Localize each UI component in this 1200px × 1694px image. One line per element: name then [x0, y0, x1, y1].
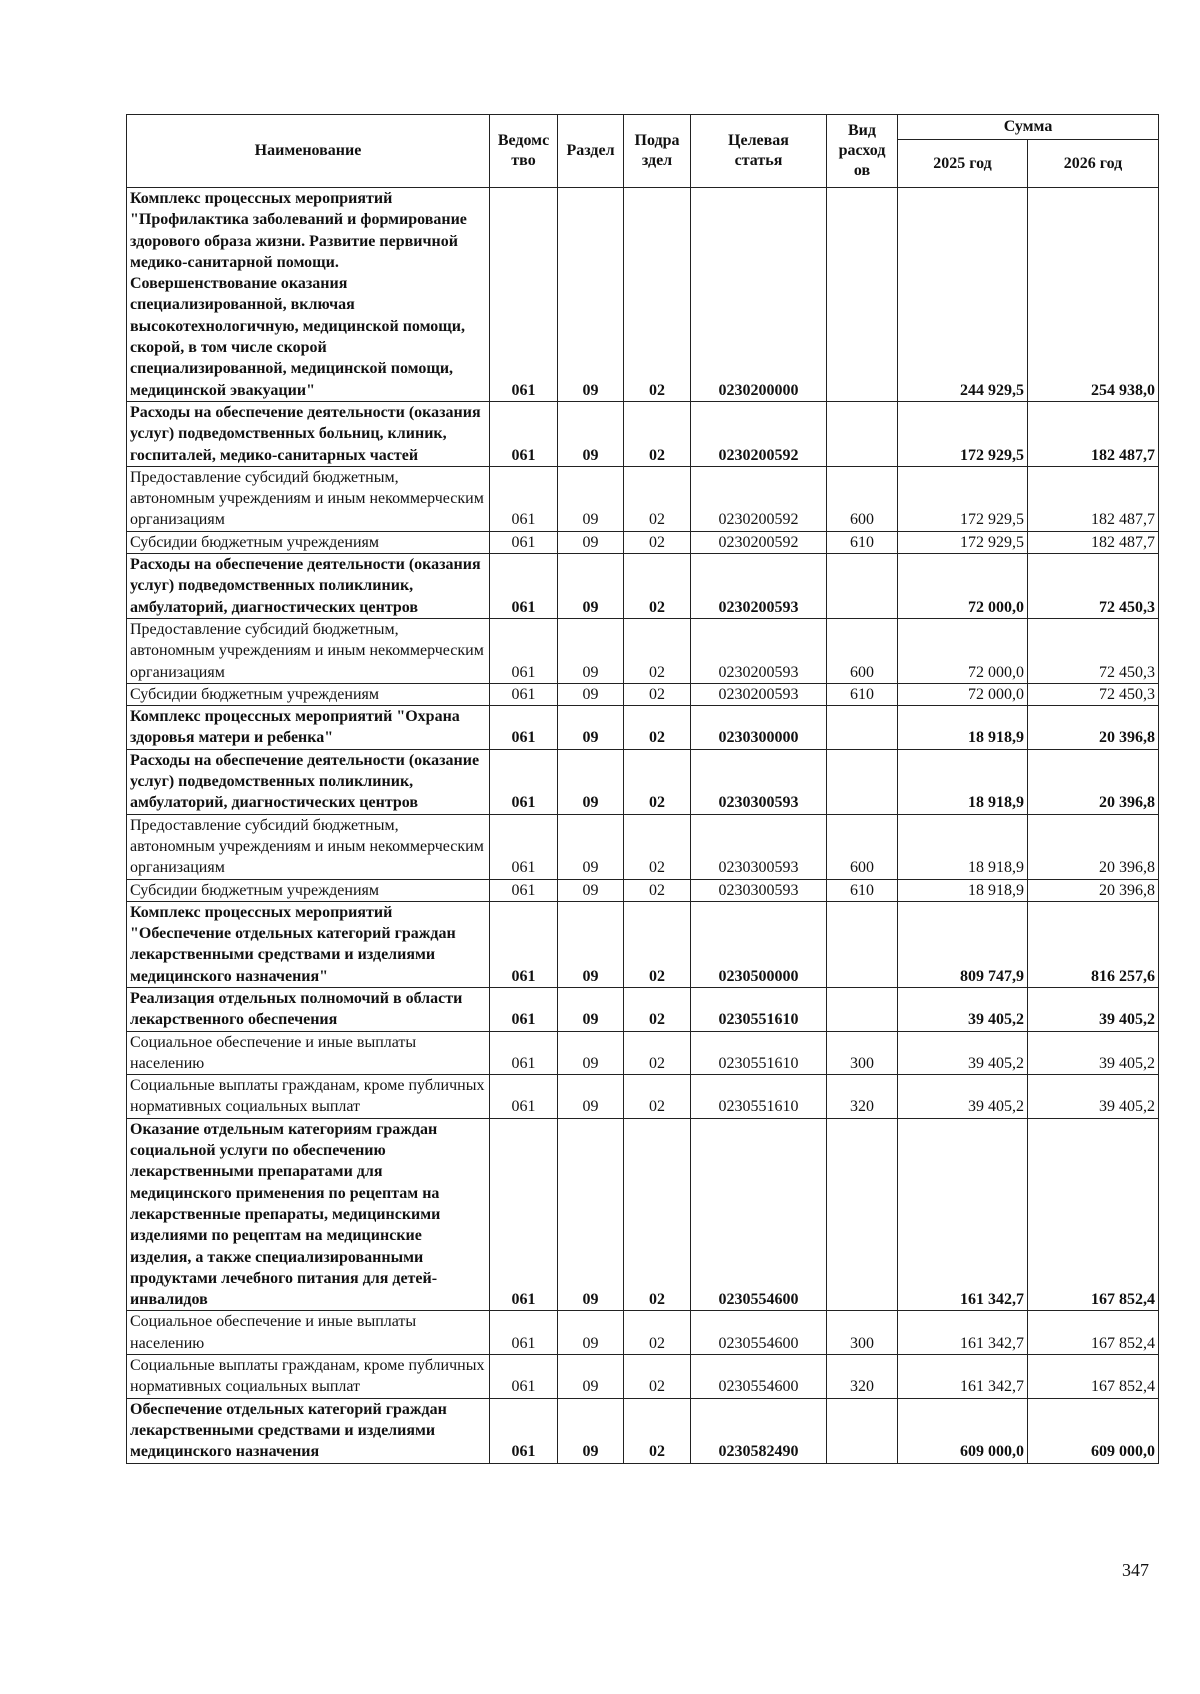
- cell-razdel: 09: [558, 466, 624, 531]
- cell-sum-2025: 161 342,7: [898, 1355, 1028, 1399]
- table-row: [127, 814, 1159, 879]
- cell-celevaya-statya: 0230200593: [691, 618, 827, 683]
- cell-sum-2026: 20 396,8: [1028, 706, 1159, 750]
- cell-sum-2025: 18 918,9: [898, 706, 1028, 750]
- cell-vid-rashodov: 300: [827, 1031, 898, 1075]
- cell-vid-rashodov: [827, 706, 898, 750]
- cell-sum-2026: 254 938,0: [1028, 188, 1159, 402]
- cell-vedomstvo: 061: [490, 814, 558, 879]
- cell-podrazdel: 02: [624, 1398, 691, 1463]
- cell-sum-2026: 72 450,3: [1028, 618, 1159, 683]
- table-row: [127, 1118, 1159, 1311]
- cell-razdel: 09: [558, 1398, 624, 1463]
- header-razdel: Раздел: [558, 115, 624, 188]
- table-row: [127, 618, 1159, 683]
- table-row: [127, 1075, 1159, 1119]
- cell-name: Социальные выплаты гражданам, кроме публичных нормативных социальных выплат: [127, 1075, 490, 1119]
- cell-sum-2025: 39 405,2: [898, 1075, 1028, 1119]
- cell-razdel: 09: [558, 618, 624, 683]
- cell-sum-2026: 182 487,7: [1028, 531, 1159, 553]
- cell-vedomstvo: 061: [490, 901, 558, 987]
- cell-sum-2026: 609 000,0: [1028, 1398, 1159, 1463]
- cell-podrazdel: 02: [624, 901, 691, 987]
- cell-razdel: 09: [558, 554, 624, 619]
- table-row: [127, 466, 1159, 531]
- cell-sum-2025: 172 929,5: [898, 401, 1028, 466]
- table-row: [127, 749, 1159, 814]
- cell-sum-2026: 182 487,7: [1028, 401, 1159, 466]
- cell-podrazdel: 02: [624, 1118, 691, 1311]
- cell-name: Социальное обеспечение и иные выплаты населению: [127, 1031, 490, 1075]
- cell-sum-2025: 72 000,0: [898, 618, 1028, 683]
- cell-podrazdel: 02: [624, 188, 691, 402]
- cell-sum-2025: 39 405,2: [898, 987, 1028, 1031]
- cell-sum-2025: 39 405,2: [898, 1031, 1028, 1075]
- cell-vedomstvo: 061: [490, 401, 558, 466]
- cell-podrazdel: 02: [624, 531, 691, 553]
- cell-celevaya-statya: 0230551610: [691, 1075, 827, 1119]
- cell-razdel: 09: [558, 188, 624, 402]
- cell-sum-2026: 167 852,4: [1028, 1118, 1159, 1311]
- cell-sum-2026: 20 396,8: [1028, 814, 1159, 879]
- cell-name: Обеспечение отдельных категорий граждан лекарственными средствами и изделиями медицинского назначения: [127, 1398, 490, 1463]
- cell-sum-2025: 609 000,0: [898, 1398, 1028, 1463]
- cell-razdel: 09: [558, 1075, 624, 1119]
- cell-vedomstvo: 061: [490, 188, 558, 402]
- cell-podrazdel: 02: [624, 618, 691, 683]
- cell-sum-2025: 172 929,5: [898, 531, 1028, 553]
- cell-podrazdel: 02: [624, 706, 691, 750]
- table-row: [127, 1355, 1159, 1399]
- cell-vedomstvo: 061: [490, 1355, 558, 1399]
- cell-celevaya-statya: 0230200593: [691, 554, 827, 619]
- cell-sum-2026: 167 852,4: [1028, 1311, 1159, 1355]
- cell-razdel: 09: [558, 987, 624, 1031]
- cell-celevaya-statya: 0230300593: [691, 879, 827, 901]
- cell-sum-2026: 816 257,6: [1028, 901, 1159, 987]
- cell-vid-rashodov: [827, 1118, 898, 1311]
- cell-vedomstvo: 061: [490, 1118, 558, 1311]
- table-header: [127, 115, 1159, 188]
- cell-sum-2026: 182 487,7: [1028, 466, 1159, 531]
- cell-sum-2026: 72 450,3: [1028, 683, 1159, 705]
- table-row: [127, 531, 1159, 553]
- cell-razdel: 09: [558, 901, 624, 987]
- cell-celevaya-statya: 0230554600: [691, 1311, 827, 1355]
- cell-vid-rashodov: [827, 987, 898, 1031]
- cell-vedomstvo: 061: [490, 618, 558, 683]
- table-row: [127, 683, 1159, 705]
- table-row: [127, 1311, 1159, 1355]
- cell-sum-2025: 161 342,7: [898, 1311, 1028, 1355]
- cell-celevaya-statya: 0230554600: [691, 1118, 827, 1311]
- cell-sum-2025: 161 342,7: [898, 1118, 1028, 1311]
- cell-vid-rashodov: [827, 1398, 898, 1463]
- cell-vedomstvo: 061: [490, 683, 558, 705]
- cell-podrazdel: 02: [624, 1355, 691, 1399]
- cell-vid-rashodov: 320: [827, 1075, 898, 1119]
- cell-vid-rashodov: 600: [827, 814, 898, 879]
- table-body: [127, 188, 1159, 1464]
- cell-name: Предоставление субсидий бюджетным, автономным учреждениям и иным некоммерческим организациям: [127, 466, 490, 531]
- table-row: [127, 706, 1159, 750]
- cell-podrazdel: 02: [624, 554, 691, 619]
- cell-sum-2026: 39 405,2: [1028, 1031, 1159, 1075]
- cell-vid-rashodov: [827, 554, 898, 619]
- cell-vedomstvo: 061: [490, 531, 558, 553]
- cell-razdel: 09: [558, 401, 624, 466]
- cell-celevaya-statya: 0230300593: [691, 814, 827, 879]
- cell-sum-2026: 39 405,2: [1028, 1075, 1159, 1119]
- cell-razdel: 09: [558, 1355, 624, 1399]
- table-row: [127, 1398, 1159, 1463]
- cell-celevaya-statya: 0230551610: [691, 987, 827, 1031]
- cell-sum-2026: 39 405,2: [1028, 987, 1159, 1031]
- cell-vid-rashodov: [827, 901, 898, 987]
- header-name: Наименование: [127, 115, 490, 188]
- cell-razdel: 09: [558, 706, 624, 750]
- cell-vedomstvo: 061: [490, 1075, 558, 1119]
- header-year-2026: 2026 год: [1028, 140, 1159, 188]
- cell-celevaya-statya: 0230200593: [691, 683, 827, 705]
- cell-celevaya-statya: 0230300593: [691, 749, 827, 814]
- cell-razdel: 09: [558, 749, 624, 814]
- cell-razdel: 09: [558, 531, 624, 553]
- cell-celevaya-statya: 0230200592: [691, 531, 827, 553]
- cell-vid-rashodov: 610: [827, 531, 898, 553]
- cell-name: Комплекс процессных мероприятий "Профилактика заболеваний и формирование здорового образа жизни. Развитие первичной медико-санитарной помощи. Совершенствование оказания специализированной, включая высокотехнологичную, медицинской помощи, скорой, в том числе скорой специализированной, медицинской помощи, медицинской эвакуации": [127, 188, 490, 402]
- cell-name: Расходы на обеспечение деятельности (оказания услуг) подведомственных поликлиник, амбулаторий, диагностических центров: [127, 554, 490, 619]
- cell-razdel: 09: [558, 814, 624, 879]
- cell-sum-2025: 244 929,5: [898, 188, 1028, 402]
- cell-sum-2025: 18 918,9: [898, 879, 1028, 901]
- cell-vid-rashodov: 610: [827, 879, 898, 901]
- cell-vid-rashodov: [827, 749, 898, 814]
- cell-podrazdel: 02: [624, 1075, 691, 1119]
- cell-razdel: 09: [558, 1031, 624, 1075]
- cell-vedomstvo: 061: [490, 466, 558, 531]
- cell-vedomstvo: 061: [490, 1398, 558, 1463]
- cell-razdel: 09: [558, 879, 624, 901]
- table-row: [127, 879, 1159, 901]
- cell-sum-2026: 167 852,4: [1028, 1355, 1159, 1399]
- cell-name: Субсидии бюджетным учреждениям: [127, 683, 490, 705]
- cell-sum-2026: 20 396,8: [1028, 749, 1159, 814]
- cell-vid-rashodov: [827, 188, 898, 402]
- cell-vid-rashodov: 610: [827, 683, 898, 705]
- cell-celevaya-statya: 0230551610: [691, 1031, 827, 1075]
- cell-vid-rashodov: 600: [827, 466, 898, 531]
- table-row: [127, 554, 1159, 619]
- cell-vid-rashodov: 300: [827, 1311, 898, 1355]
- cell-name: Комплекс процессных мероприятий "Обеспечение отдельных категорий граждан лекарственными средствами и изделиями медицинского назначения": [127, 901, 490, 987]
- cell-name: Субсидии бюджетным учреждениям: [127, 879, 490, 901]
- cell-razdel: 09: [558, 1311, 624, 1355]
- cell-vid-rashodov: 320: [827, 1355, 898, 1399]
- cell-celevaya-statya: 0230500000: [691, 901, 827, 987]
- cell-name: Оказание отдельным категориям граждан социальной услуги по обеспечению лекарственными препаратами для медицинского применения по рецептам на лекарственные препараты, медицинскими изделиями по рецептам на медицинские изделия, а также специализированными продуктами лечебного питания для детей-инвалидов: [127, 1118, 490, 1311]
- cell-celevaya-statya: 0230200000: [691, 188, 827, 402]
- cell-podrazdel: 02: [624, 814, 691, 879]
- cell-celevaya-statya: 0230554600: [691, 1355, 827, 1399]
- cell-sum-2026: 20 396,8: [1028, 879, 1159, 901]
- cell-sum-2025: 72 000,0: [898, 554, 1028, 619]
- cell-name: Реализация отдельных полномочий в области лекарственного обеспечения: [127, 987, 490, 1031]
- cell-vedomstvo: 061: [490, 554, 558, 619]
- cell-name: Комплекс процессных мероприятий "Охрана здоровья матери и ребенка": [127, 706, 490, 750]
- cell-name: Расходы на обеспечение деятельности (оказания услуг) подведомственных больниц, клиник, госпиталей, медико-санитарных частей: [127, 401, 490, 466]
- cell-podrazdel: 02: [624, 683, 691, 705]
- cell-name: Предоставление субсидий бюджетным, автономным учреждениям и иным некоммерческим организациям: [127, 814, 490, 879]
- cell-vedomstvo: 061: [490, 749, 558, 814]
- table-row: [127, 1031, 1159, 1075]
- header-year-2025: 2025 год: [898, 140, 1028, 188]
- cell-name: Социальное обеспечение и иные выплаты населению: [127, 1311, 490, 1355]
- cell-vid-rashodov: [827, 401, 898, 466]
- cell-vedomstvo: 061: [490, 987, 558, 1031]
- cell-celevaya-statya: 0230582490: [691, 1398, 827, 1463]
- cell-sum-2025: 18 918,9: [898, 814, 1028, 879]
- table-row: [127, 901, 1159, 987]
- cell-name: Субсидии бюджетным учреждениям: [127, 531, 490, 553]
- cell-vedomstvo: 061: [490, 1031, 558, 1075]
- cell-name: Социальные выплаты гражданам, кроме публичных нормативных социальных выплат: [127, 1355, 490, 1399]
- cell-name: Предоставление субсидий бюджетным, автономным учреждениям и иным некоммерческим организациям: [127, 618, 490, 683]
- cell-podrazdel: 02: [624, 987, 691, 1031]
- cell-celevaya-statya: 0230200592: [691, 401, 827, 466]
- cell-celevaya-statya: 0230200592: [691, 466, 827, 531]
- cell-vedomstvo: 061: [490, 1311, 558, 1355]
- header-podrazdel: Подра здел: [624, 115, 691, 188]
- cell-razdel: 09: [558, 683, 624, 705]
- cell-vedomstvo: 061: [490, 879, 558, 901]
- cell-podrazdel: 02: [624, 1031, 691, 1075]
- cell-sum-2025: 809 747,9: [898, 901, 1028, 987]
- cell-vedomstvo: 061: [490, 706, 558, 750]
- header-vedomstvo: Ведомс тво: [490, 115, 558, 188]
- cell-name: Расходы на обеспечение деятельности (оказание услуг) подведомственных поликлиник, амбулаторий, диагностических центров: [127, 749, 490, 814]
- cell-celevaya-statya: 0230300000: [691, 706, 827, 750]
- cell-sum-2025: 72 000,0: [898, 683, 1028, 705]
- cell-podrazdel: 02: [624, 401, 691, 466]
- table-row: [127, 188, 1159, 402]
- table-row: [127, 401, 1159, 466]
- header-vid-rashodov: Вид расход ов: [827, 115, 898, 188]
- cell-sum-2025: 18 918,9: [898, 749, 1028, 814]
- table-row: [127, 987, 1159, 1031]
- page-number: 347: [1122, 1560, 1149, 1580]
- header-summa: Сумма: [898, 115, 1159, 140]
- cell-podrazdel: 02: [624, 749, 691, 814]
- cell-podrazdel: 02: [624, 466, 691, 531]
- cell-sum-2025: 172 929,5: [898, 466, 1028, 531]
- cell-vid-rashodov: 600: [827, 618, 898, 683]
- cell-podrazdel: 02: [624, 879, 691, 901]
- cell-sum-2026: 72 450,3: [1028, 554, 1159, 619]
- cell-podrazdel: 02: [624, 1311, 691, 1355]
- header-celevaya-statya: Целевая статья: [691, 115, 827, 188]
- cell-razdel: 09: [558, 1118, 624, 1311]
- budget-table: [126, 114, 1159, 1464]
